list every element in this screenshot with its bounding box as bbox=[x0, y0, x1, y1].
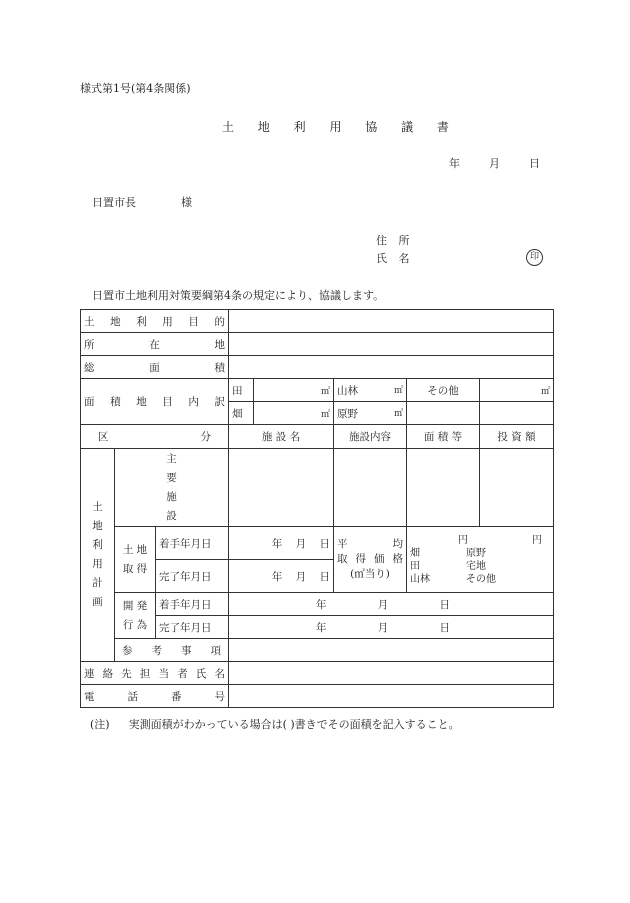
contact-row bbox=[81, 662, 554, 685]
facility-content-header: 施設内容 bbox=[334, 425, 407, 449]
ta-area-field[interactable]: ㎡ bbox=[254, 379, 334, 402]
dev-start-row bbox=[81, 593, 554, 616]
phone-field[interactable] bbox=[229, 685, 554, 708]
land-acq-start-field[interactable]: 年 月 日 bbox=[229, 527, 334, 560]
blank-cell-2[interactable] bbox=[480, 402, 554, 425]
purpose-field[interactable] bbox=[229, 310, 554, 333]
note-text: 実測面積がわかっている場合は( )書きでその面積を記入すること。 bbox=[128, 718, 460, 731]
seal-icon: 印 bbox=[526, 249, 543, 266]
land-use-plan-text: 土 地 利 用 計 画 bbox=[92, 501, 103, 608]
consultation-table bbox=[80, 309, 554, 708]
division-label: 区 分 bbox=[98, 431, 212, 443]
mayor-label: 日置市長 bbox=[92, 196, 136, 209]
purpose-row bbox=[81, 310, 554, 333]
price-breakdown-field[interactable]: 円 円 畑 原野 田 宅地 山林 その他 bbox=[407, 527, 554, 593]
dev-start-field[interactable]: 年 月 日 bbox=[229, 593, 554, 616]
land-use-plan-label bbox=[81, 449, 115, 662]
total-area-field[interactable] bbox=[229, 356, 554, 379]
avg-price-label: 平 均 取 得 価 格 (㎡当り) bbox=[334, 527, 407, 593]
note-label: (注) bbox=[90, 718, 110, 731]
contact-label: 連 絡 先 担 当 者 氏 名 bbox=[84, 667, 225, 680]
blank-cell[interactable] bbox=[407, 402, 480, 425]
investment-field[interactable] bbox=[480, 449, 554, 527]
sonota-label: その他 bbox=[407, 379, 480, 402]
location-field[interactable] bbox=[229, 333, 554, 356]
purpose-label: 土 地 利 用 目 的 bbox=[84, 315, 225, 328]
month-label: 月 bbox=[489, 157, 500, 170]
investment-header: 投 資 額 bbox=[480, 425, 554, 449]
land-acq-start-row bbox=[81, 527, 554, 560]
genya-cell[interactable]: 原野 ㎡ bbox=[334, 402, 407, 425]
name-label: 氏 名 bbox=[376, 252, 414, 265]
total-area-row bbox=[81, 356, 554, 379]
sanrin-cell[interactable]: 山林 ㎡ bbox=[334, 379, 407, 402]
land-acq-label bbox=[115, 527, 156, 593]
phone-row bbox=[81, 685, 554, 708]
breakdown-row-1 bbox=[81, 379, 554, 402]
facility-content-field[interactable] bbox=[334, 449, 407, 527]
land-acq-end-label: 完了年月日 bbox=[156, 560, 229, 593]
dev-end-field[interactable]: 年 月 日 bbox=[229, 616, 554, 639]
date-line bbox=[449, 155, 540, 171]
area-etc-field[interactable] bbox=[407, 449, 480, 527]
location-label: 所 在 地 bbox=[84, 338, 225, 351]
land-acq-start-label: 着手年月日 bbox=[156, 527, 229, 560]
main-facilities-row bbox=[81, 449, 554, 527]
facility-name-header: 施 設 名 bbox=[229, 425, 334, 449]
development-text: 開 発 行 為 bbox=[122, 599, 148, 631]
land-acq-text: 土 地 取 得 bbox=[122, 543, 148, 575]
location-row bbox=[81, 333, 554, 356]
header-row bbox=[81, 425, 554, 449]
sonota-area-field[interactable]: ㎡ bbox=[480, 379, 554, 402]
dev-start-label: 着手年月日 bbox=[156, 593, 229, 616]
address-label: 住 所 bbox=[376, 234, 414, 247]
sama-label: 様 bbox=[181, 196, 192, 209]
seal-mark bbox=[526, 249, 543, 266]
note bbox=[90, 716, 460, 732]
phone-label: 電 話 番 号 bbox=[84, 690, 225, 703]
main-facilities-label bbox=[115, 449, 229, 527]
hatake-area-field[interactable]: ㎡ bbox=[254, 402, 334, 425]
breakdown-label: 面 積 地 目 内 訳 bbox=[84, 396, 225, 408]
total-area-label: 総 面 積 bbox=[84, 361, 225, 374]
contact-field[interactable] bbox=[229, 662, 554, 685]
remarks-field[interactable] bbox=[229, 639, 554, 662]
form-number: 様式第1号(第4条関係) bbox=[80, 82, 191, 95]
addressee bbox=[92, 194, 192, 210]
page-title: 土 地 利 用 協 議 書 bbox=[222, 120, 459, 134]
remarks-label: 参 考 事 項 bbox=[122, 644, 221, 657]
facility-name-field[interactable] bbox=[229, 449, 334, 527]
main-facilities-text: 主 要 施 設 bbox=[166, 452, 177, 522]
year-label: 年 bbox=[449, 157, 460, 170]
ta-label: 田 bbox=[229, 379, 254, 402]
dev-end-label: 完了年月日 bbox=[156, 616, 229, 639]
day-label: 日 bbox=[529, 157, 540, 170]
remarks-row bbox=[81, 639, 554, 662]
hatake-label: 畑 bbox=[229, 402, 254, 425]
area-etc-header: 面 積 等 bbox=[407, 425, 480, 449]
development-label bbox=[115, 593, 156, 639]
land-acq-end-field[interactable]: 年 月 日 bbox=[229, 560, 334, 593]
intro-text: 日置市土地利用対策要綱第4条の規定により、協議します。 bbox=[92, 289, 385, 302]
